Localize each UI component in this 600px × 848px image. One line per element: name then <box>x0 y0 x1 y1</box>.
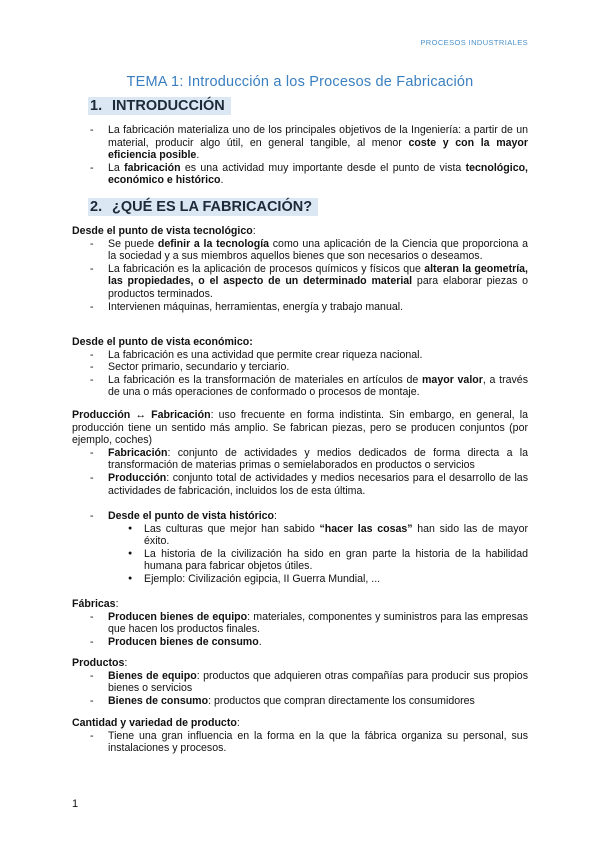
cantidad-section <box>72 717 528 755</box>
document-title: TEMA 1: Introducción a los Procesos de Fabricación <box>126 74 474 90</box>
list-item: ● Ejemplo: Civilización egipcia, II Guerra Mundial, ... <box>72 573 528 586</box>
section-heading-que-es-la-fabricacion <box>88 198 318 216</box>
running-header: PROCESOS INDUSTRIALES <box>420 38 528 47</box>
section-number: 1. <box>90 98 103 114</box>
list-item: - Producción: conjunto total de actividades y medios necesarios para el desarrollo de las actividades de fabricación, incluidos los de esta última. <box>72 472 528 497</box>
subheading: Productos: <box>72 657 128 669</box>
list-item: - Bienes de equipo: productos que adquieren otras compañías para producir sus propios bienes o servicios <box>72 670 528 695</box>
section-title: INTRODUCCIÓN <box>112 98 225 114</box>
page-number: 1 <box>72 798 79 810</box>
tech-viewpoint <box>72 225 528 313</box>
section-number: 2. <box>90 199 103 215</box>
list-item: - Sector primario, secundario y terciario. <box>72 361 528 374</box>
subheading: Desde el punto de vista tecnológico: <box>72 225 256 237</box>
productos-section <box>72 657 528 707</box>
list-item: - Producen bienes de equipo: materiales, componentes y suministros para las empresas que hacen los productos finales. <box>72 611 528 636</box>
list-item: - La fabricación es una actividad que permite crear riqueza nacional. <box>72 349 528 362</box>
list-item: - La fabricación es la aplicación de procesos químicos y físicos que alteran la geometría, las propiedades, o el aspecto de un determinado material para elaborar piezas o productos terminados. <box>72 263 528 301</box>
production-vs-manufacturing <box>72 409 528 497</box>
list-item: - Fabricación: conjunto de actividades y medios dedicados de forma directa a la transformación de materias primas o semielaborados en productos o servicios <box>72 447 528 472</box>
intro-list <box>72 124 528 187</box>
list-item: - La fabricación es una actividad muy importante desde el punto de vista tecnológico, económico e histórico. <box>72 162 528 187</box>
list-item: - Bienes de consumo: productos que compran directamente los consumidores <box>72 695 528 708</box>
paragraph: Producción ↔ Fabricación: uso frecuente en forma indistinta. Sin embargo, en general, la producción tiene un sentido más amplio. Se fabrican piezas, pero se producen conjuntos (por ejemplo, coches) <box>72 409 528 447</box>
eco-viewpoint <box>72 336 528 399</box>
hist-viewpoint <box>72 510 528 586</box>
list-item: - La fabricación materializa uno de los principales objetivos de la Ingeniería: a partir de un material, producir algo útil, en general tangible, al menor coste y con la mayor eficiencia posible. <box>72 124 528 162</box>
section-heading-introduccion <box>88 97 231 115</box>
list-item: - Se puede definir a la tecnología como una aplicación de la Ciencia que proporciona a la sociedad y a sus miembros aquellos bienes que son necesarios o deseamos. <box>72 238 528 263</box>
list-item: ● Las culturas que mejor han sabido “hacer las cosas” han sido las de mayor éxito. <box>72 523 528 548</box>
subheading: Fábricas: <box>72 598 119 610</box>
section-title: ¿QUÉ ES LA FABRICACIÓN? <box>112 199 313 215</box>
list-item: - La fabricación es la transformación de materiales en artículos de mayor valor, a través de una o más operaciones de conformado o procesos de montaje. <box>72 374 528 399</box>
list-item: ● La historia de la civilización ha sido en gran parte la historia de la habilidad humana para fabricar objetos útiles. <box>72 548 528 573</box>
subheading: Cantidad y variedad de producto: <box>72 717 240 729</box>
fabricas-section <box>72 598 528 648</box>
subheading: Desde el punto de vista económico: <box>72 336 253 348</box>
list-item: - Intervienen máquinas, herramientas, energía y trabajo manual. <box>72 301 528 314</box>
list-item: - Tiene una gran influencia en la forma en la que la fábrica organiza su personal, sus instalaciones y procesos. <box>72 730 528 755</box>
list-item: - Producen bienes de consumo. <box>72 636 528 649</box>
list-item: - Desde el punto de vista histórico: <box>72 510 528 523</box>
